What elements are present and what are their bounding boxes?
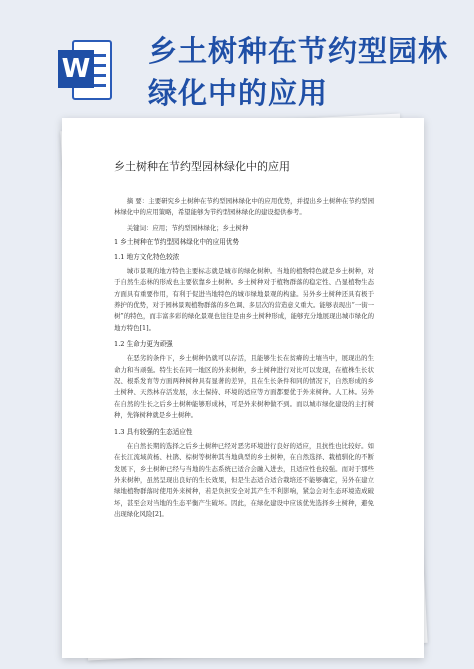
abstract: 摘 要：主要研究乡土树种在节约型园林绿化中的应用优势，并提出乡土树种在节约型园林绿化中的应用策略，希望能够为节约型园林绿化的建设提供参考。 — [114, 197, 374, 217]
hero-title — [148, 30, 468, 114]
paragraph-2: 在恶劣的条件下，乡土树种仍就可以存活，且能够生长在贫瘠的土壤当中，展现出的生命力和当顽强。特生长在同一地区的外来树种，乡土树种进行对比可以发现，在植株生长状况、根系发育等方面两种树种具有显著的差异，且在生长条件和同的情况下，自然形成的乡土树种、天然林存活发展，水土保持、环境的适应等方面都要优于外来树种。人工林。另外在自然的生长之后乡土树种能够形成林，可是外来树种做不到。而以城市绿化建设的主打树种，先锋树种就是乡土树种。 — [114, 354, 374, 420]
document-page — [62, 118, 424, 658]
word-document-icon — [58, 40, 112, 100]
hero-title-line2: 绿化中的应用 — [148, 76, 329, 110]
section-heading-1: 1 乡土树种在节约型园林绿化中的应用优势 — [114, 237, 239, 246]
word-letter-badge: W — [58, 50, 94, 88]
subsection-heading-1-3: 1.3 具有较强的生态适应性 — [114, 427, 193, 436]
paragraph-3: 在自然长期的选择之后乡土树种已经对恶劣环境进行良好的适应，且抗性也比较好。如在长江流域黄杨、杜鹃、棕树等树种其当地典型的乡土树种，在自然选择、栽植驯化的不断发展下，乡土树种已经与当地的生态系统已适合会融入进去，且适应性也较强。而对于那些外来树种，虽然呈现出良好的生长效果，但是生态适合适合栽培还不能够确定，另外在建立绿地植物群落时使用外来树种，若是负担安全对其产生不利影响，紧急会对生态环境造成破坏，甚至会对当地的生态平衡产生破坏。因此，在绿化建设中应该优先选择乡土树种，避免出现绿化风险[2]。 — [114, 441, 374, 519]
subsection-heading-1-1: 1.1 地方文化特色较浓 — [114, 252, 180, 261]
hero-title-line1: 乡土树种在节约型园林 — [148, 34, 449, 68]
subsection-heading-1-2: 1.2 生命力更为顽强 — [114, 340, 173, 349]
paragraph-1: 城市景观的地方特色主要标志就是城市的绿化树种。当地的植物特色就是乡土树种，对于自然生态林的形成也主要依靠乡土树种。乡土树种对于植物群落的稳定性、凸显植物生态方面具有重要作用，有利于促进当地特色的城市绿地景观的构建。另外乡土树种还具有极于养护的优势，对于园林景观植物群落的多色调、多层次的营造意义重大。能够表现出“一街一树”的特色，而丰富多彩的绿化景观也往往是由乡土树种形成，能够充分地展现出城市绿化的地方特色[1]。 — [114, 266, 374, 332]
keywords: 关键词：应用；节约型园林绿化；乡土树种 — [126, 223, 249, 232]
document-title: 乡土树种在节约型园林绿化中的应用 — [114, 160, 290, 173]
